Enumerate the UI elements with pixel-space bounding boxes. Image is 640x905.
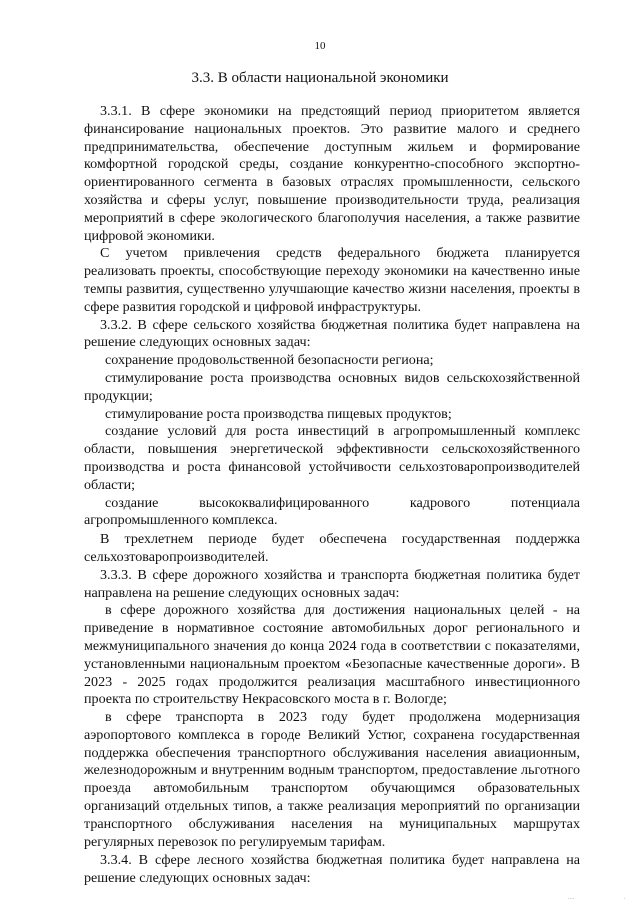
list-item: в сфере дорожного хозяйства для достижения национальных целей - на приведение в нормативное состояние автомобильных дорог регионального и межмуниципального значения до конца 2024 года в соответствии с показателями, установленными национальным проектом «Безопасные качественные дороги». В 2023 - 2025 годах продолжится реализация масштабного инвестиционного проекта по строительству Некрасовского моста в г. Вологде; [84,602,580,708]
paragraph: С учетом привлечения средств федерального бюджета планируется реализовать проекты, способствующие переходу экономики на качественно иные темпы развития, существенно улучшающие качество жизни населения, проекты в сфере развития городской и цифровой инфраструктуры. [84,245,580,315]
list-item: стимулирование роста производства основных видов сельскохозяйственной продукции; [84,369,580,404]
document-body [84,103,580,888]
list-item: сохранение продовольственной безопасности региона; [105,352,434,369]
list-item: создание условий для роста инвестиций в агропромышленный комплекс области, повышения энергетической эффективности сельскохозяйственного производства и роста финансовой устойчивости сельхозтоваропроизводителей области; [84,423,580,493]
paragraph: 3.3.2. В сфере сельского хозяйства бюджетная политика будет направлена на решение следующих основных задач: [84,316,580,351]
scan-artifact: ⋅ [624,896,626,902]
list-item: создание высококвалифицированного кадрового потенциала агропромышленного комплекса. [84,494,580,529]
page-number: 10 [314,40,326,52]
list-item: в сфере транспорта в 2023 году будет продолжена модернизация аэропортового комплекса в городе Великий Устюг, сохранена государственная поддержка обеспечения транспортного обслуживания населения авиационным, железнодорожным и внутренним водным транспортом, предоставление льготного проезда автомобильным транспортом обучающимся образовательных организаций отдельных типов, а также реализация мероприятий по организации транспортного обслуживания населения на муниципальных маршрутах регулярных перевозок по регулируемым тарифам. [84,709,580,850]
paragraph: 3.3.3. В сфере дорожного хозяйства и транспорта бюджетная политика будет направлена на решение следующих основных задач: [84,566,580,601]
list-item: стимулирование роста производства пищевых продуктов; [105,405,452,422]
scan-artifact: ⋅⋅⋅⋅ [568,896,575,902]
paragraph: В трехлетнем периоде будет обеспечена государственная поддержка сельхозтоваропроизводителей. [84,531,580,565]
paragraph: 3.3.1. В сфере экономики на предстоящий период приоритетом является финансирование национальных проектов. Это развитие малого и среднего предпринимательства, обеспечение доступным жильем и формирование комфортной городской среды, создание конкурентно-способного экспортно-ориентированного сегмента в базовых отраслях промышленности, сельского хозяйства и сферы услуг, повышение производительности труда, реализация мероприятий в сфере экологического благополучия населения, а также развитие цифровой экономики. [84,103,580,244]
paragraph: 3.3.4. В сфере лесного хозяйства бюджетная политика будет направлена на решение следующих основных задач: [84,852,580,887]
section-title: 3.3. В области национальной экономики [191,70,449,86]
